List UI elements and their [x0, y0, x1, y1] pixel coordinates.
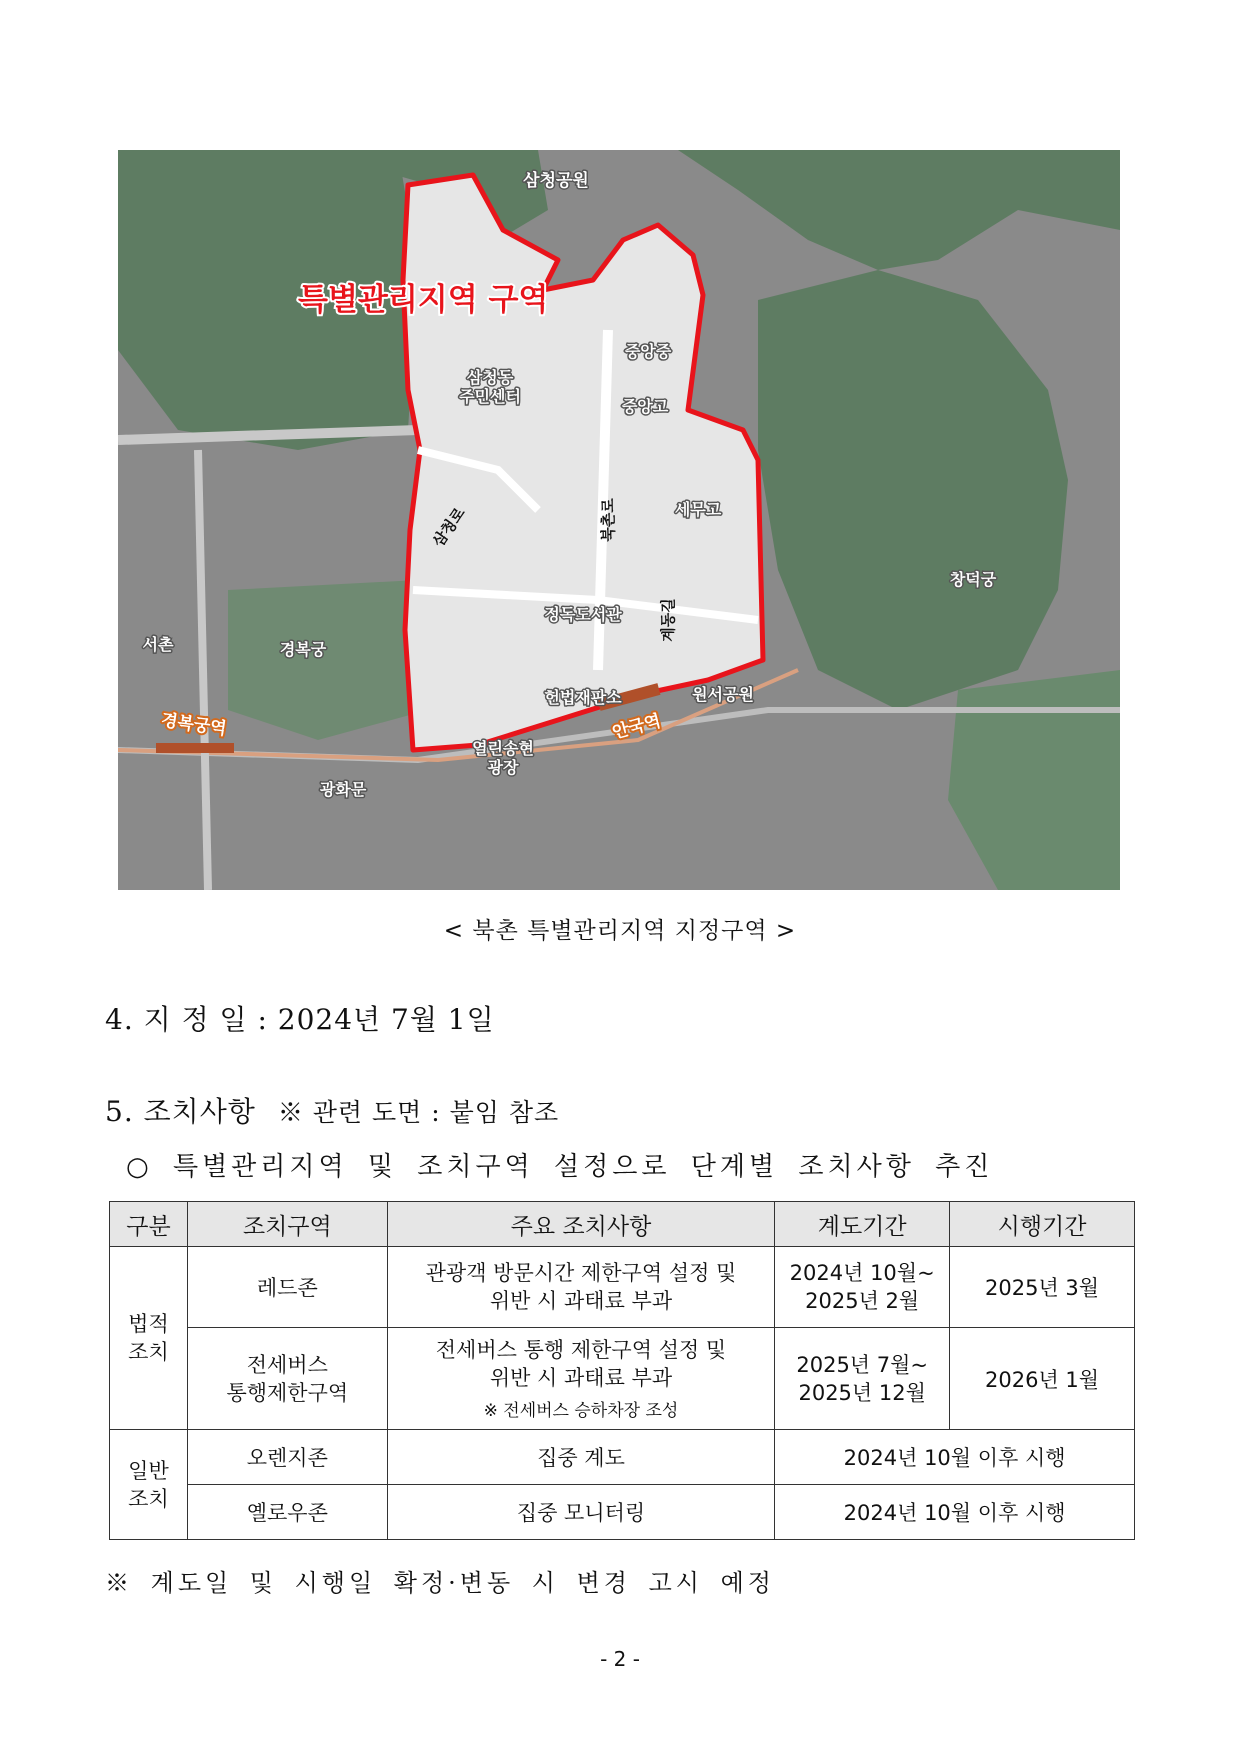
zone-cell: 옐로우존 — [187, 1485, 387, 1540]
label-constitutional-court: 헌법재판소 — [544, 688, 622, 707]
period-cell: 2024년 10월 이후 시행 — [775, 1430, 1135, 1485]
label-zone-title: 특별관리지역 구역 — [298, 282, 549, 318]
label-semu-high: 세무고 — [674, 500, 722, 519]
label-bukchon-ro: 북촌로 — [599, 498, 617, 542]
table-row — [110, 1247, 1135, 1328]
label-jeongdok-library: 정독도서관 — [544, 605, 622, 624]
table-row — [110, 1485, 1135, 1540]
zone-cell: 전세버스 통행제한구역 — [187, 1328, 387, 1430]
table-row — [110, 1328, 1135, 1430]
label-open-plaza-1: 열린송현 — [472, 739, 534, 758]
measure-cell: 집중 계도 — [387, 1430, 775, 1485]
zone-cell: 레드존 — [187, 1247, 387, 1328]
label-samcheong-park: 삼청공원 — [523, 171, 589, 191]
header-zone: 조치구역 — [187, 1202, 387, 1247]
gyeongbokgung-station-bar — [156, 743, 234, 753]
label-changdeokgung: 창덕궁 — [949, 570, 997, 589]
group-legal: 법적 조치 — [110, 1247, 188, 1430]
table-row — [110, 1430, 1135, 1485]
label-seochon: 서촌 — [142, 635, 174, 654]
label-gyeongbokgung: 경복궁 — [279, 640, 327, 659]
bullet-summary: ○ 특별관리지역 및 조치구역 설정으로 단계별 조치사항 추진 — [126, 1152, 994, 1182]
label-anguk-station: 안국역 — [610, 711, 664, 744]
zone-cell: 오렌지존 — [187, 1430, 387, 1485]
header-enforcement-period: 시행기간 — [950, 1202, 1135, 1247]
guidance-cell: 2024년 10월~ 2025년 2월 — [775, 1247, 950, 1328]
header-measure: 주요 조치사항 — [387, 1202, 775, 1247]
table-header-row — [110, 1202, 1135, 1247]
measures-table — [109, 1201, 1135, 1540]
period-cell: 2024년 10월 이후 시행 — [775, 1485, 1135, 1540]
map-caption: < 북촌 특별관리지역 지정구역 > — [443, 918, 797, 944]
section-5-heading — [105, 1090, 559, 1130]
measure-cell: 관광객 방문시간 제한구역 설정 및 위반 시 과태료 부과 — [387, 1247, 775, 1328]
label-samcheong-ro: 삼청로 — [429, 504, 469, 551]
section-5-title: 5. 조치사항 — [105, 1095, 256, 1128]
label-samcheong-center-1: 삼청동 — [466, 368, 514, 387]
header-category: 구분 — [110, 1202, 188, 1247]
header-guidance-period: 계도기간 — [775, 1202, 950, 1247]
measure-note: ※ 전세버스 승하차장 조성 — [483, 1401, 679, 1421]
label-jungang-middle: 중앙중 — [624, 342, 672, 361]
enforce-cell: 2025년 3월 — [950, 1247, 1135, 1328]
label-gwanghwamun: 광화문 — [319, 780, 367, 799]
section-5-note: ※ 관련 도면 : 붙임 참조 — [277, 1098, 560, 1127]
green-area-gyeongbokgung — [228, 580, 428, 740]
page-number: - 2 - — [600, 1647, 640, 1671]
section-4-designation-date: 4. 지 정 일 : 2024년 7월 1일 — [105, 1003, 495, 1036]
map-svg — [118, 150, 1120, 890]
enforce-cell: 2026년 1월 — [950, 1328, 1135, 1430]
measure-cell: 집중 모니터링 — [387, 1485, 775, 1540]
label-samcheong-center-2: 주민센터 — [459, 387, 521, 406]
guidance-cell: 2025년 7월~ 2025년 12월 — [775, 1328, 950, 1430]
label-wonseo-park: 원서공원 — [692, 685, 754, 704]
group-general: 일반 조치 — [110, 1430, 188, 1540]
label-gyedong-gil: 계동길 — [659, 598, 677, 642]
measure-cell: 전세버스 통행 제한구역 설정 및 위반 시 과태료 부과 ※ 전세버스 승하차장 조성 — [387, 1328, 775, 1430]
footnote: ※ 계도일 및 시행일 확정·변동 시 변경 고시 예정 — [105, 1569, 775, 1597]
label-open-plaza-2: 광장 — [487, 758, 519, 777]
label-jungang-high: 중앙고 — [621, 397, 669, 416]
bukchon-zone-map — [118, 150, 1120, 890]
label-gyeongbokgung-station: 경복궁역 — [159, 710, 228, 740]
